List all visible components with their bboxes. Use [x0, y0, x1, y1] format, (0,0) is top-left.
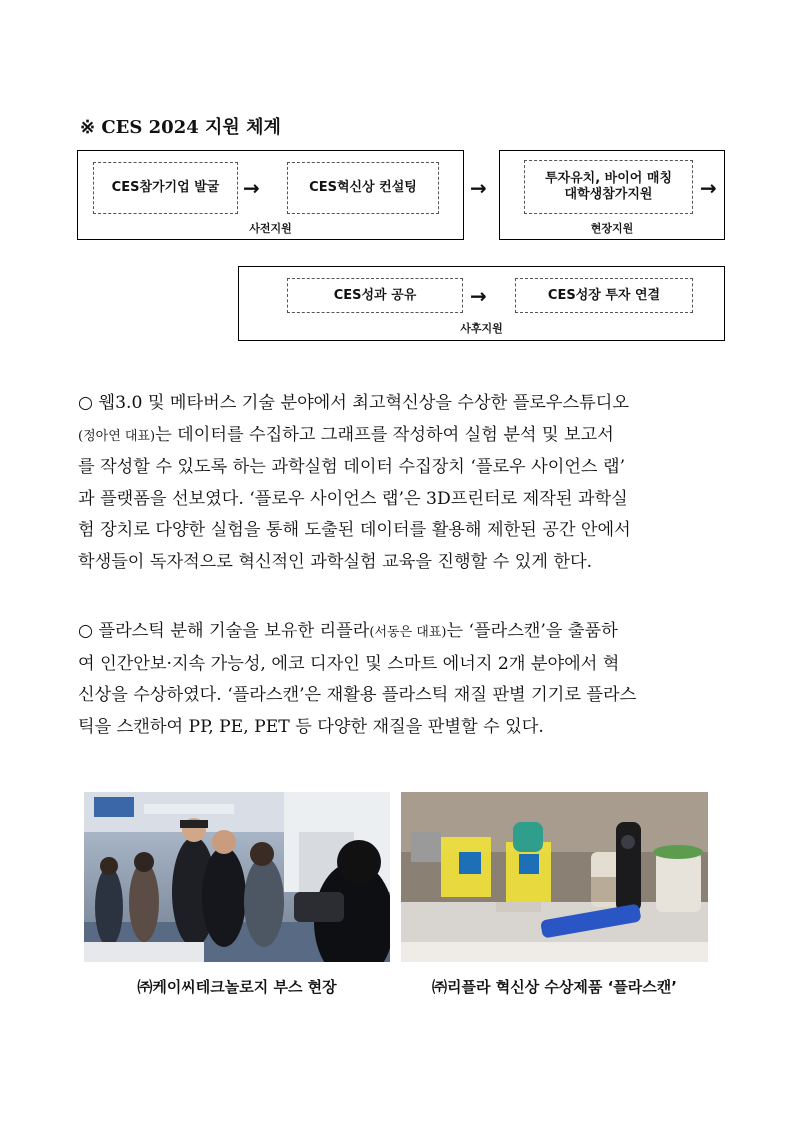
onsite-support-label: 현장지원: [590, 222, 634, 235]
plascan-photo: [401, 792, 708, 962]
step-investment-matching-line1: 투자유치, 바이어 매칭: [544, 171, 672, 186]
paragraph-line: 험 장치로 다양한 실험을 통해 도출된 데이터를 활용해 제한된 공간 안에서: [78, 520, 631, 540]
step-investment-matching-line2: 대학생참가지원: [564, 187, 653, 202]
paragraph-line: ○ 웹3.0 및 메타버스 기술 분야에서 최고혁신상을 수상한 플로우스튜디오: [78, 393, 629, 413]
ceo-name: (정아연 대표): [78, 428, 156, 444]
pre-support-label: 사전지원: [249, 222, 292, 235]
arrow-icon: →: [243, 176, 260, 200]
paragraph-flowstudio: [78, 388, 718, 578]
bullet-icon: ○: [78, 621, 93, 641]
plascan-photo-caption: ㈜리플라 혁신상 수상제품 ‘플라스캔’: [432, 978, 677, 996]
step-discover-companies: CES참가기업 발굴: [93, 162, 238, 214]
paragraph-line: ○ 플라스틱 분해 기술을 보유한 리플라(서동은 대표)는 ‘플라스캔’을 출품하: [78, 621, 618, 641]
booth-photo-caption: ㈜케이씨테크놀로지 부스 현장: [137, 978, 337, 996]
booth-photo: [84, 792, 390, 962]
paragraph-line: 여 인간안보·지속 가능성, 에코 디자인 및 스마트 에너지 2개 분야에서 혁: [78, 653, 620, 674]
arrow-icon: →: [470, 176, 487, 200]
bullet-icon: ○: [78, 393, 93, 413]
paragraph-line: 과 플랫폼을 선보였다. ‘플로우 사이언스 랩’은 3D프린터로 제작된 과학실: [78, 488, 628, 509]
paragraph-line: 틱을 스캔하여 PP, PE, PET 등 다양한 재질을 판별할 수 있다.: [78, 716, 544, 737]
ceo-name: (서동은 대표): [369, 625, 447, 640]
section-title: ※ CES 2024 지원 체계: [80, 117, 281, 138]
step-share-results: CES성과 공유: [287, 278, 463, 313]
step-growth-investment: CES성장 투자 연결: [515, 278, 693, 313]
paragraph-line: 신상을 수상하였다. ‘플라스캔’은 재활용 플라스틱 재질 판별 기기로 플라스: [78, 685, 637, 705]
step-investment-matching: [524, 160, 693, 214]
paragraph-line: (정아연 대표)는 데이터를 수집하고 그래프를 작성하여 실험 분석 및 보고서: [78, 424, 614, 445]
post-support-label: 사후지원: [460, 322, 503, 335]
paragraph-line: 를 작성할 수 있도록 하는 과학실험 데이터 수집장치 ‘플로우 사이언스 랩’: [78, 457, 626, 477]
step-innovation-consulting: CES혁신상 컨설팅: [287, 162, 439, 214]
plascan-photo-image: [401, 792, 708, 962]
arrow-icon: →: [700, 176, 717, 200]
booth-photo-image: [84, 792, 390, 962]
arrow-icon: →: [470, 284, 487, 308]
paragraph-line: 학생들이 독자적으로 혁신적인 과학실험 교육을 진행할 수 있게 한다.: [78, 551, 593, 572]
paragraph-replas: [78, 616, 718, 743]
